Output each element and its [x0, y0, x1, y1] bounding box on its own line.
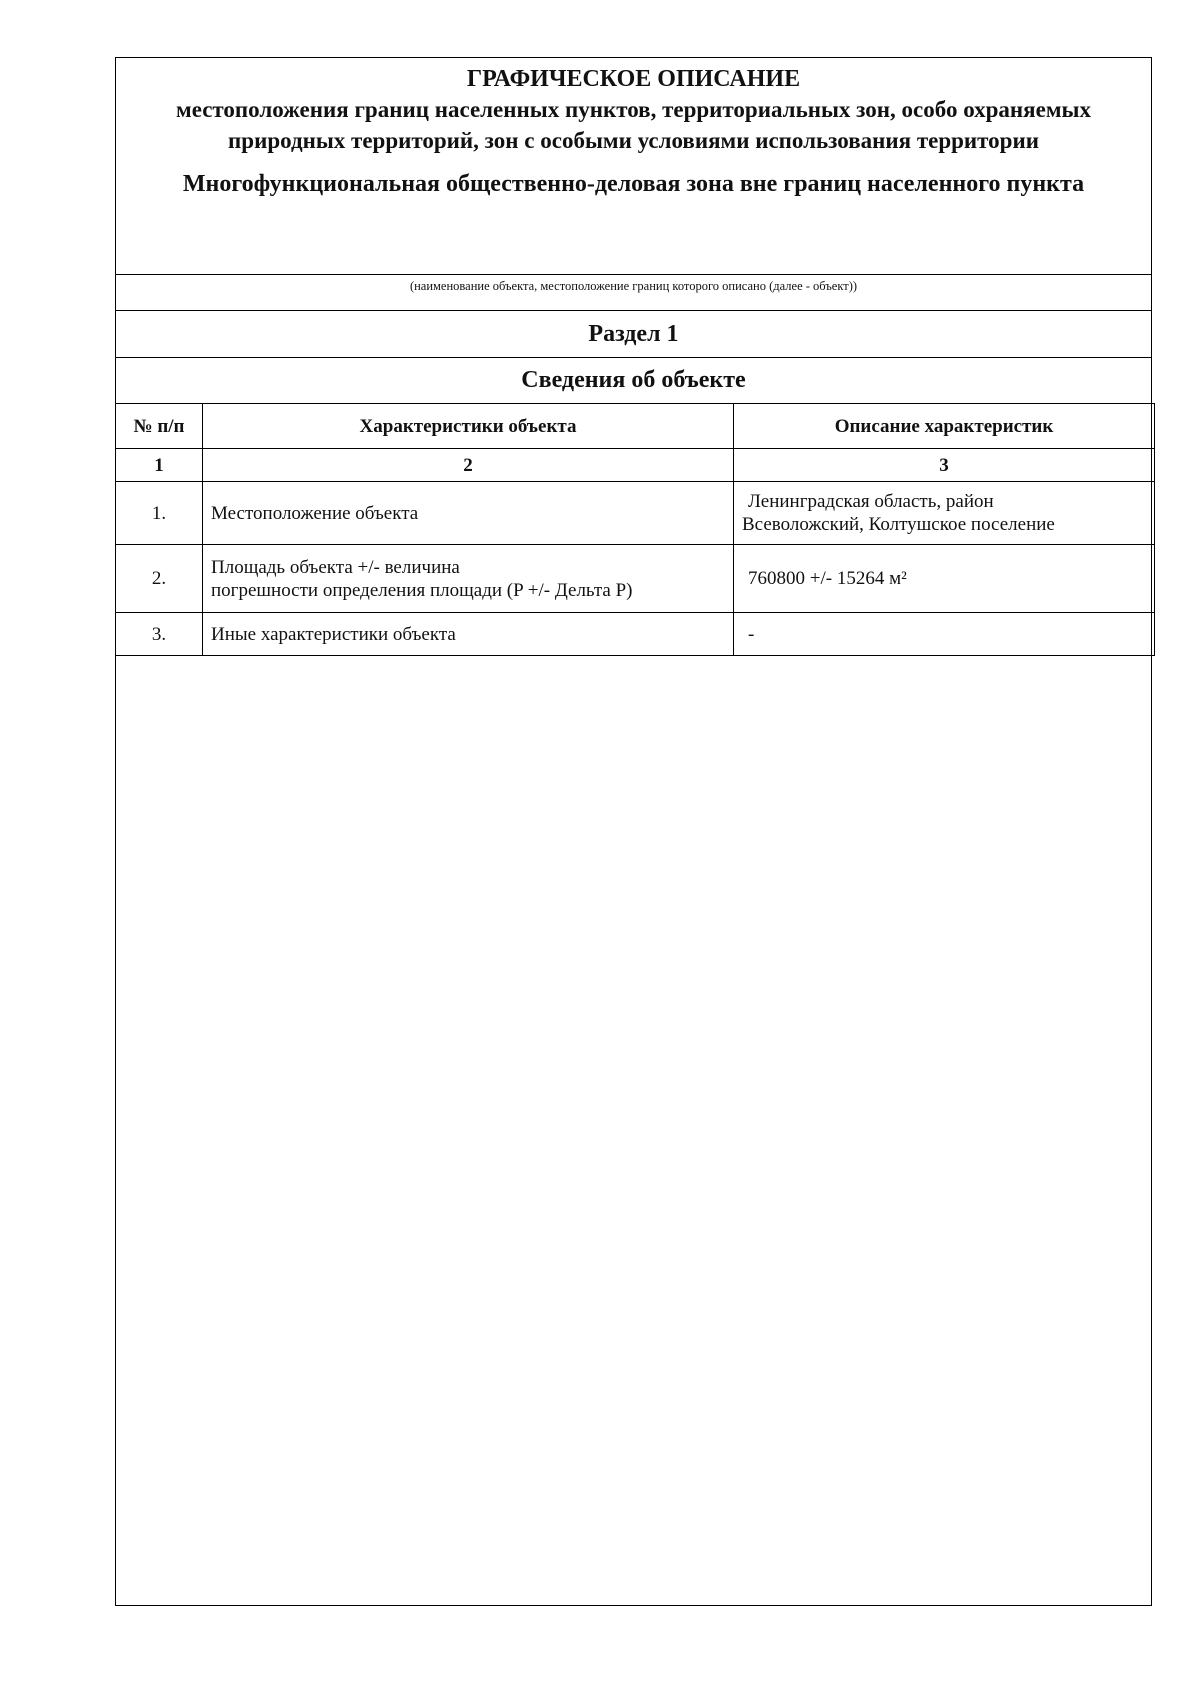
characteristic-cell: Местоположение объекта	[203, 482, 734, 545]
description-cell: -	[734, 613, 1155, 656]
column-header-characteristic: Характеристики объекта	[203, 404, 734, 449]
description-cell: 760800 +/- 15264 м²	[734, 545, 1155, 613]
description-line: Всеволожский, Колтушское поселение	[742, 514, 1055, 535]
document-subtitle: местоположения границ населенных пунктов, территориальных зон, особо охраняемых природных территорий, зон с особыми условиями использования территории	[176, 97, 1091, 153]
document-header	[116, 58, 1151, 274]
table-header-row	[116, 404, 1155, 449]
description-cell	[734, 482, 1155, 545]
table-row	[116, 545, 1155, 613]
characteristic-cell: Иные характеристики объекта	[203, 613, 734, 656]
table-row	[116, 482, 1155, 545]
object-info-table	[115, 403, 1155, 656]
characteristic-cell	[203, 545, 734, 613]
object-name: Многофункциональная общественно-деловая зона вне границ населенного пункта	[182, 171, 1085, 197]
column-header-description: Описание характеристик	[734, 404, 1155, 449]
divider	[116, 274, 1151, 275]
document-title: ГРАФИЧЕСКОЕ ОПИСАНИЕ	[466, 66, 801, 92]
section-title: Раздел 1	[588, 321, 679, 347]
characteristic-line: погрешности определения площади (P +/- Дельта P)	[211, 579, 633, 601]
table-row	[116, 613, 1155, 656]
document-frame	[115, 57, 1152, 1606]
row-number: 1.	[116, 482, 203, 545]
column-number-row	[116, 449, 1155, 482]
column-header-number: № п/п	[116, 404, 203, 449]
column-number: 1	[116, 449, 203, 482]
column-number: 2	[203, 449, 734, 482]
characteristic-line: Площадь объекта +/- величина	[211, 556, 460, 578]
section-subtitle: Сведения об объекте	[521, 367, 746, 393]
row-number: 2.	[116, 545, 203, 613]
row-number: 3.	[116, 613, 203, 656]
description-line: Ленинградская область, район	[748, 491, 994, 512]
object-name-caption: (наименование объекта, местоположение границ которого описано (далее - объект))	[409, 279, 858, 293]
column-number: 3	[734, 449, 1155, 482]
